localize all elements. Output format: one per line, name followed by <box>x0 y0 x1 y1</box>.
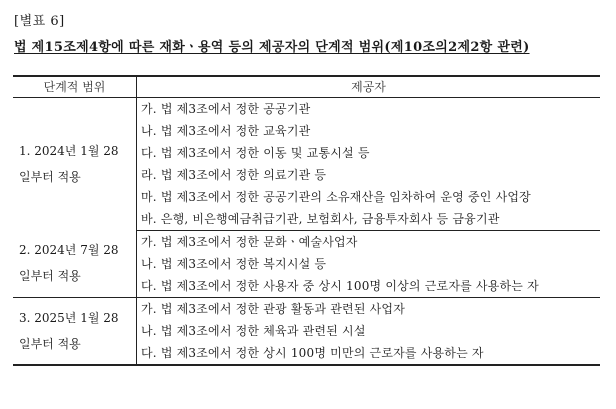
stage-apply: 일부터 적용 <box>19 169 81 184</box>
provider-item: 나. 법 제3조에서 정한 복지시설 등 <box>141 257 327 271</box>
provider-item: 가. 법 제3조에서 정한 공공기관 <box>141 102 311 116</box>
provider-item: 다. 법 제3조에서 정한 이동 및 교통시설 등 <box>141 146 370 160</box>
header-provider: 제공자 <box>351 80 386 95</box>
stage-date: 3. 2025년 1월 28 <box>19 310 119 325</box>
annex-label: [별표 6] <box>14 14 65 29</box>
table-row <box>13 97 600 120</box>
header-stage: 단계적 범위 <box>13 76 137 97</box>
stage-date: 2. 2024년 7월 28 <box>19 243 119 258</box>
stage-cell-1 <box>13 97 137 230</box>
document-title: 법 제15조제4항에 따른 재화ㆍ용역 등의 제공자의 단계적 범위(제10조의2제2항 관련) <box>14 40 530 55</box>
provider-item: 다. 법 제3조에서 정한 상시 100명 미만의 근로자를 사용하는 자 <box>137 342 601 365</box>
provider-item: 다. 법 제3조에서 정한 사용자 중 상시 100명 이상의 근로자를 사용하는 자 <box>137 275 601 298</box>
provider-item: 라. 법 제3조에서 정한 의료기관 등 <box>141 168 327 182</box>
stage-apply: 일부터 적용 <box>19 336 81 351</box>
table-row <box>13 297 600 320</box>
provider-item: 나. 법 제3조에서 정한 교육기관 <box>141 124 311 138</box>
stage-cell-3 <box>13 297 137 365</box>
stage-date: 1. 2024년 1월 28 <box>19 143 119 158</box>
provider-item: 나. 법 제3조에서 정한 체육과 관련된 시설 <box>141 324 366 338</box>
table-header-row <box>13 76 600 97</box>
provider-item: 가. 법 제3조에서 정한 문화ㆍ예술사업자 <box>141 235 358 249</box>
table-row <box>13 230 600 253</box>
stage-cell-2 <box>13 230 137 297</box>
stage-apply: 일부터 적용 <box>19 269 81 284</box>
provider-item: 마. 법 제3조에서 정한 공공기관의 소유재산을 임차하여 운영 중인 사업장 <box>141 190 531 204</box>
provider-item: 바. 은행, 비은행예금취급기관, 보험회사, 금융투자회사 등 금융기관 <box>137 208 601 231</box>
provider-item: 가. 법 제3조에서 정한 관광 활동과 관련된 사업자 <box>141 302 405 316</box>
scope-table <box>13 75 600 366</box>
